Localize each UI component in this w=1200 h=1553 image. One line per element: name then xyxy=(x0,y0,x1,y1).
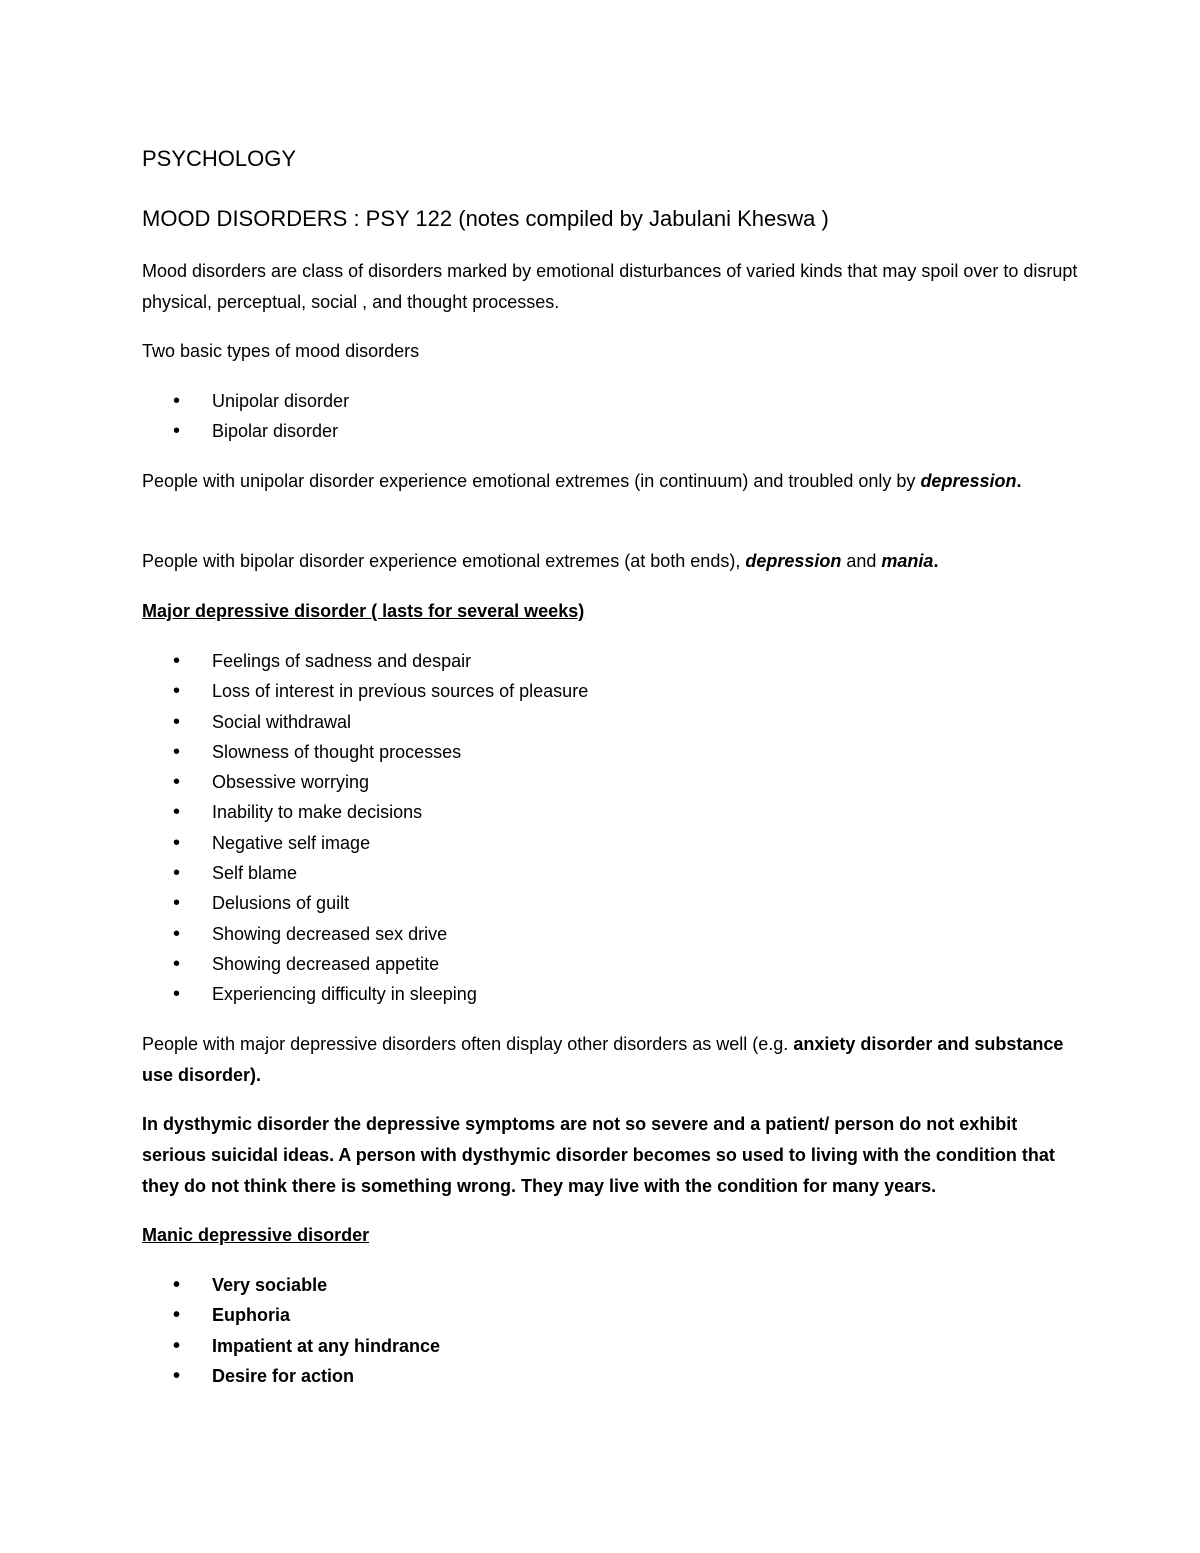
comorbid-bold: anxiety disorder and substance use disorder). xyxy=(142,1034,1064,1085)
bipolar-mid: and xyxy=(841,551,882,571)
list-item: • Self blame xyxy=(142,858,1080,888)
unipolar-paragraph xyxy=(142,466,1080,497)
intro-paragraph: Mood disorders are class of disorders marked by emotional disturbances of varied kinds that may spoil over to disrupt physical, perceptual, social , and thought processes. xyxy=(142,261,1078,312)
manic-depressive-heading: Manic depressive disorder xyxy=(142,1225,370,1245)
list-item: • Showing decreased sex drive xyxy=(142,919,1080,949)
unipolar-term: depression xyxy=(920,471,1017,491)
bipolar-paragraph xyxy=(142,546,1080,577)
bipolar-term-depression: depression xyxy=(745,551,842,571)
types-list xyxy=(142,386,1080,447)
list-item: • Inability to make decisions xyxy=(142,797,1080,827)
major-symptoms-list xyxy=(142,646,1080,1010)
list-item: • Feelings of sadness and despair xyxy=(142,646,1080,676)
bipolar-term-mania: mania xyxy=(881,551,934,571)
unipolar-text: People with unipolar disorder experience emotional extremes (in continuum) and troubled only by xyxy=(142,471,921,491)
list-item: • Experiencing difficulty in sleeping xyxy=(142,979,1080,1009)
list-item: • Desire for action xyxy=(142,1361,1080,1391)
bipolar-text: People with bipolar disorder experience emotional extremes (at both ends), xyxy=(142,551,746,571)
list-item: • Unipolar disorder xyxy=(142,386,1080,416)
unipolar-end: . xyxy=(1016,471,1022,491)
list-item: • Showing decreased appetite xyxy=(142,949,1080,979)
list-item: • Impatient at any hindrance xyxy=(142,1331,1080,1361)
comorbid-text: People with major depressive disorders often display other disorders as well (e.g. xyxy=(142,1034,794,1054)
list-item: • Negative self image xyxy=(142,828,1080,858)
list-item: • Slowness of thought processes xyxy=(142,737,1080,767)
comorbid-paragraph xyxy=(142,1029,1080,1091)
list-item: • Bipolar disorder xyxy=(142,416,1080,446)
list-item: • Social withdrawal xyxy=(142,707,1080,737)
types-heading: Two basic types of mood disorders xyxy=(142,341,420,361)
list-item: • Euphoria xyxy=(142,1300,1080,1330)
major-depressive-heading: Major depressive disorder ( lasts for several weeks) xyxy=(142,601,585,621)
bipolar-end: . xyxy=(933,551,939,571)
list-item: • Obsessive worrying xyxy=(142,767,1080,797)
dysthymic-paragraph: In dysthymic disorder the depressive symptoms are not so severe and a patient/ person do not exhibit serious suicidal ideas. A person with dysthymic disorder becomes so used to living with the condition that they do not think there is something wrong. They may live with the condition for many years. xyxy=(142,1114,1055,1196)
list-item: • Loss of interest in previous sources of pleasure xyxy=(142,676,1080,706)
document-title: MOOD DISORDERS : PSY 122 (notes compiled by Jabulani Kheswa ) xyxy=(142,206,829,231)
list-item: • Very sociable xyxy=(142,1270,1080,1300)
subject-heading: PSYCHOLOGY xyxy=(142,146,297,171)
manic-symptoms-list xyxy=(142,1270,1080,1391)
list-item: • Delusions of guilt xyxy=(142,888,1080,918)
